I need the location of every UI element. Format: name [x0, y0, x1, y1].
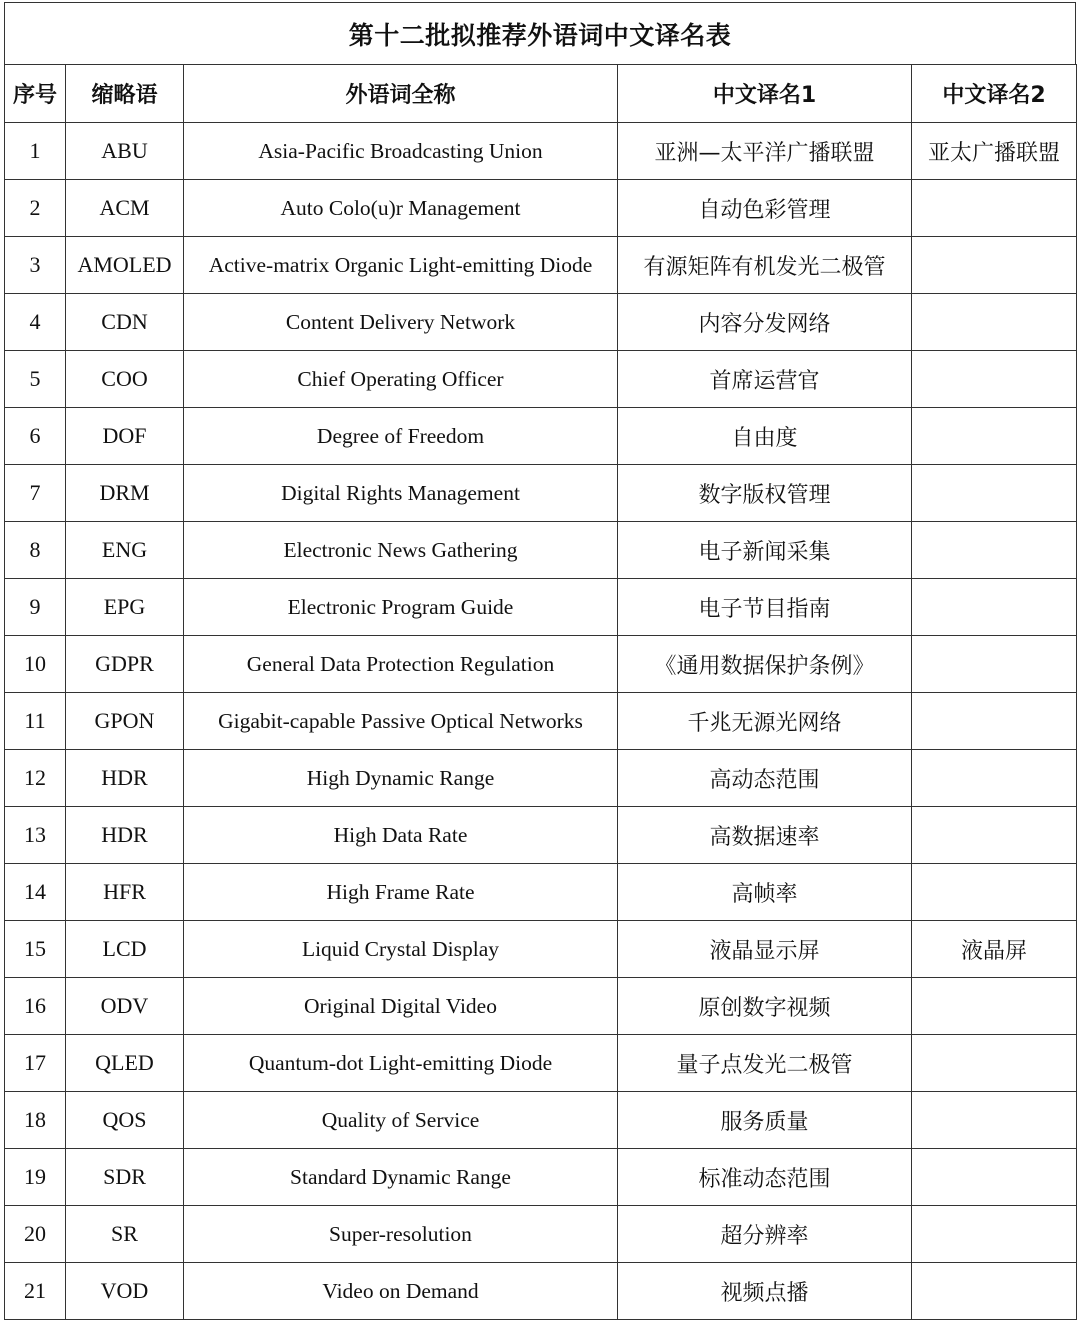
row-index-cell: 13 [5, 807, 66, 864]
row-full-name-cell: Gigabit-capable Passive Optical Networks [184, 693, 618, 750]
row-chinese-name-1-cell: 内容分发网络 [618, 294, 912, 351]
table-row [5, 1263, 1077, 1320]
table-row [5, 1092, 1077, 1149]
row-full-name-cell: Electronic News Gathering [184, 522, 618, 579]
row-chinese-name-2-cell [912, 978, 1077, 1035]
row-full-name-cell: Super-resolution [184, 1206, 618, 1263]
row-full-name-cell: General Data Protection Regulation [184, 636, 618, 693]
row-index-cell: 11 [5, 693, 66, 750]
row-chinese-name-2-cell [912, 294, 1077, 351]
row-abbreviation-cell: SR [66, 1206, 184, 1263]
row-chinese-name-2-cell: 液晶屏 [912, 921, 1077, 978]
row-chinese-name-1-cell: 超分辨率 [618, 1206, 912, 1263]
row-index-cell: 8 [5, 522, 66, 579]
row-chinese-name-1-cell: 电子节目指南 [618, 579, 912, 636]
row-index-cell: 16 [5, 978, 66, 1035]
row-full-name-cell: Asia-Pacific Broadcasting Union [184, 123, 618, 180]
row-index-cell: 10 [5, 636, 66, 693]
table-row [5, 123, 1077, 180]
row-chinese-name-2-cell [912, 465, 1077, 522]
row-chinese-name-2-cell [912, 522, 1077, 579]
row-index-cell: 14 [5, 864, 66, 921]
row-abbreviation-cell: CDN [66, 294, 184, 351]
row-index-cell: 9 [5, 579, 66, 636]
row-chinese-name-1-cell: 千兆无源光网络 [618, 693, 912, 750]
row-chinese-name-2-cell [912, 180, 1077, 237]
row-chinese-name-1-cell: 原创数字视频 [618, 978, 912, 1035]
header-abbreviation: 缩略语 [66, 65, 184, 123]
row-chinese-name-2-cell [912, 1206, 1077, 1263]
row-index-cell: 18 [5, 1092, 66, 1149]
table-row [5, 579, 1077, 636]
row-chinese-name-2-cell [912, 864, 1077, 921]
row-full-name-cell: Chief Operating Officer [184, 351, 618, 408]
row-index-cell: 21 [5, 1263, 66, 1320]
row-abbreviation-cell: HDR [66, 807, 184, 864]
row-abbreviation-cell: AMOLED [66, 237, 184, 294]
row-abbreviation-cell: HDR [66, 750, 184, 807]
row-chinese-name-1-cell: 标准动态范围 [618, 1149, 912, 1206]
row-chinese-name-1-cell: 视频点播 [618, 1263, 912, 1320]
row-chinese-name-2-cell [912, 693, 1077, 750]
table-title: 第十二批拟推荐外语词中文译名表 [4, 2, 1076, 64]
header-full-name: 外语词全称 [184, 65, 618, 123]
row-chinese-name-2-cell [912, 750, 1077, 807]
row-chinese-name-2-cell [912, 1263, 1077, 1320]
table-row [5, 408, 1077, 465]
row-abbreviation-cell: QOS [66, 1092, 184, 1149]
row-chinese-name-2-cell [912, 237, 1077, 294]
header-chinese-name-1: 中文译名1 [618, 65, 912, 123]
row-full-name-cell: Liquid Crystal Display [184, 921, 618, 978]
row-index-cell: 4 [5, 294, 66, 351]
row-index-cell: 17 [5, 1035, 66, 1092]
row-chinese-name-1-cell: 高帧率 [618, 864, 912, 921]
row-full-name-cell: Content Delivery Network [184, 294, 618, 351]
table-row [5, 237, 1077, 294]
row-index-cell: 2 [5, 180, 66, 237]
table-row [5, 351, 1077, 408]
header-chinese-name-2: 中文译名2 [912, 65, 1077, 123]
row-full-name-cell: Quantum-dot Light-emitting Diode [184, 1035, 618, 1092]
row-abbreviation-cell: ACM [66, 180, 184, 237]
row-full-name-cell: Standard Dynamic Range [184, 1149, 618, 1206]
row-index-cell: 3 [5, 237, 66, 294]
row-chinese-name-2-cell [912, 351, 1077, 408]
row-chinese-name-1-cell: 液晶显示屏 [618, 921, 912, 978]
row-chinese-name-2-cell [912, 807, 1077, 864]
row-chinese-name-1-cell: 高动态范围 [618, 750, 912, 807]
table-row [5, 978, 1077, 1035]
row-full-name-cell: Quality of Service [184, 1092, 618, 1149]
table-row [5, 522, 1077, 579]
row-chinese-name-1-cell: 自动色彩管理 [618, 180, 912, 237]
row-abbreviation-cell: DRM [66, 465, 184, 522]
row-abbreviation-cell: HFR [66, 864, 184, 921]
row-chinese-name-1-cell: 首席运营官 [618, 351, 912, 408]
row-chinese-name-1-cell: 服务质量 [618, 1092, 912, 1149]
row-abbreviation-cell: ODV [66, 978, 184, 1035]
row-chinese-name-1-cell: 自由度 [618, 408, 912, 465]
row-chinese-name-2-cell [912, 1035, 1077, 1092]
row-full-name-cell: Active-matrix Organic Light-emitting Diode [184, 237, 618, 294]
table-row [5, 921, 1077, 978]
row-index-cell: 7 [5, 465, 66, 522]
row-index-cell: 19 [5, 1149, 66, 1206]
row-abbreviation-cell: GDPR [66, 636, 184, 693]
row-chinese-name-1-cell: 高数据速率 [618, 807, 912, 864]
row-chinese-name-2-cell [912, 408, 1077, 465]
header-row [5, 65, 1077, 123]
row-chinese-name-1-cell: 数字版权管理 [618, 465, 912, 522]
row-abbreviation-cell: GPON [66, 693, 184, 750]
row-abbreviation-cell: VOD [66, 1263, 184, 1320]
row-chinese-name-1-cell: 《通用数据保护条例》 [618, 636, 912, 693]
row-index-cell: 12 [5, 750, 66, 807]
table-row [5, 1149, 1077, 1206]
table-row [5, 693, 1077, 750]
row-index-cell: 15 [5, 921, 66, 978]
term-sheet [4, 2, 1076, 1340]
row-chinese-name-2-cell [912, 579, 1077, 636]
table-row [5, 180, 1077, 237]
row-full-name-cell: High Data Rate [184, 807, 618, 864]
table-row [5, 864, 1077, 921]
header-index: 序号 [5, 65, 66, 123]
row-abbreviation-cell: LCD [66, 921, 184, 978]
row-abbreviation-cell: ENG [66, 522, 184, 579]
table-row [5, 1206, 1077, 1263]
row-index-cell: 20 [5, 1206, 66, 1263]
row-full-name-cell: Video on Demand [184, 1263, 618, 1320]
row-full-name-cell: Digital Rights Management [184, 465, 618, 522]
row-abbreviation-cell: ABU [66, 123, 184, 180]
row-index-cell: 5 [5, 351, 66, 408]
row-chinese-name-1-cell: 电子新闻采集 [618, 522, 912, 579]
row-full-name-cell: Electronic Program Guide [184, 579, 618, 636]
row-chinese-name-2-cell: 亚太广播联盟 [912, 123, 1077, 180]
row-full-name-cell: Original Digital Video [184, 978, 618, 1035]
table-row [5, 294, 1077, 351]
row-abbreviation-cell: DOF [66, 408, 184, 465]
row-abbreviation-cell: QLED [66, 1035, 184, 1092]
table-row [5, 750, 1077, 807]
row-index-cell: 6 [5, 408, 66, 465]
table-row [5, 807, 1077, 864]
row-chinese-name-1-cell: 亚洲—太平洋广播联盟 [618, 123, 912, 180]
row-full-name-cell: Degree of Freedom [184, 408, 618, 465]
row-full-name-cell: High Frame Rate [184, 864, 618, 921]
row-chinese-name-2-cell [912, 1149, 1077, 1206]
row-full-name-cell: Auto Colo(u)r Management [184, 180, 618, 237]
table-row [5, 465, 1077, 522]
row-full-name-cell: High Dynamic Range [184, 750, 618, 807]
row-chinese-name-1-cell: 有源矩阵有机发光二极管 [618, 237, 912, 294]
table-row [5, 1035, 1077, 1092]
table-body [5, 123, 1077, 1320]
row-chinese-name-2-cell [912, 1092, 1077, 1149]
row-abbreviation-cell: SDR [66, 1149, 184, 1206]
row-index-cell: 1 [5, 123, 66, 180]
row-chinese-name-2-cell [912, 636, 1077, 693]
row-abbreviation-cell: COO [66, 351, 184, 408]
row-chinese-name-1-cell: 量子点发光二极管 [618, 1035, 912, 1092]
row-abbreviation-cell: EPG [66, 579, 184, 636]
term-table [4, 64, 1077, 1320]
table-row [5, 636, 1077, 693]
